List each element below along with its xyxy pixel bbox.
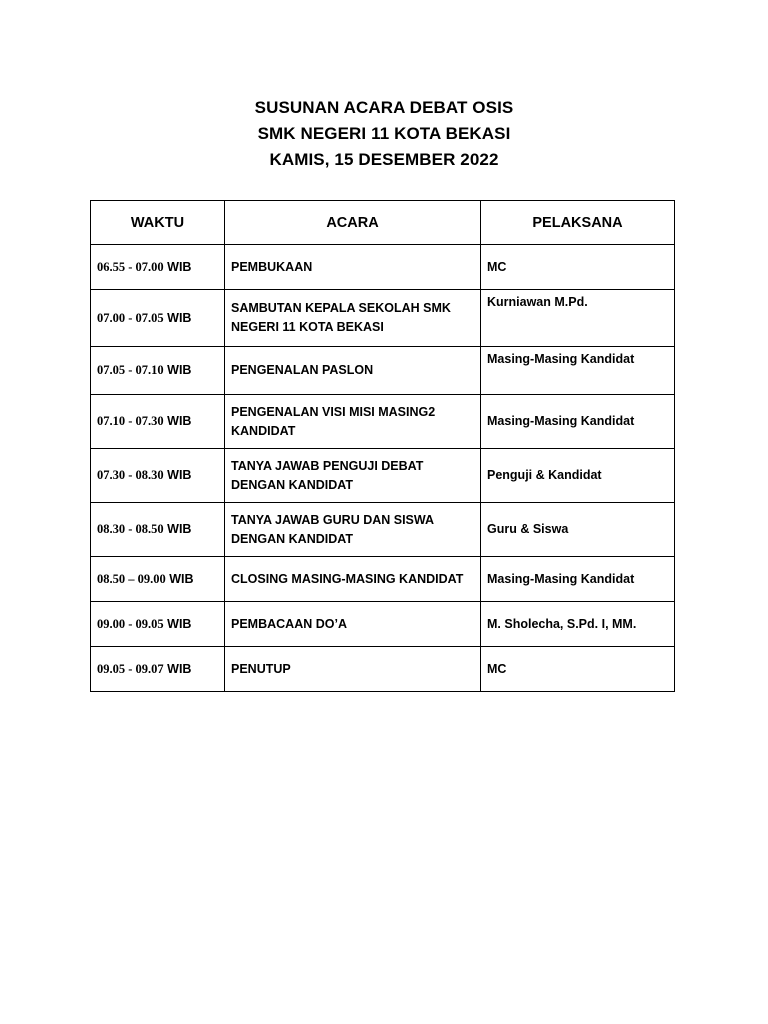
header-waktu: WAKTU	[91, 201, 225, 245]
cell-pelaksana: M. Sholecha, S.Pd. I, MM.	[481, 602, 675, 647]
document-title	[0, 95, 768, 173]
cell-pelaksana: Masing-Masing Kandidat	[481, 347, 675, 395]
cell-acara: TANYA JAWAB PENGUJI DEBAT DENGAN KANDIDAT	[225, 449, 481, 503]
table-row	[91, 647, 675, 692]
cell-waktu	[91, 347, 225, 395]
title-line-date: KAMIS, 15 DESEMBER 2022	[269, 150, 499, 169]
table-row	[91, 449, 675, 503]
table-row	[91, 395, 675, 449]
time-range: 08.30 - 08.50	[97, 522, 164, 536]
time-range: 07.05 - 07.10	[97, 363, 164, 377]
cell-acara: PENGENALAN PASLON	[225, 347, 481, 395]
time-range: 06.55 - 07.00	[97, 259, 164, 274]
time-range: 08.50 – 09.00	[97, 571, 166, 586]
cell-pelaksana: Kurniawan M.Pd.	[481, 290, 675, 347]
cell-waktu	[91, 449, 225, 503]
cell-acara: PEMBACAAN DO’A	[225, 602, 481, 647]
time-zone: WIB	[163, 522, 192, 536]
cell-waktu	[91, 647, 225, 692]
cell-pelaksana: Masing-Masing Kandidat	[481, 395, 675, 449]
time-range: 09.00 - 09.05	[97, 616, 164, 631]
cell-waktu	[91, 557, 225, 602]
cell-pelaksana: Penguji & Kandidat	[481, 449, 675, 503]
cell-waktu	[91, 290, 225, 347]
cell-pelaksana: MC	[481, 245, 675, 290]
time-zone: WIB	[163, 661, 192, 676]
time-zone: WIB	[163, 616, 192, 631]
schedule-table	[90, 200, 675, 692]
table-header-row	[91, 201, 675, 245]
cell-acara: CLOSING MASING-MASING KANDIDAT	[225, 557, 481, 602]
time-zone: WIB	[163, 414, 192, 428]
time-range: 07.30 - 08.30	[97, 468, 164, 482]
table-row	[91, 602, 675, 647]
table-row	[91, 503, 675, 557]
table-row	[91, 290, 675, 347]
time-zone: WIB	[163, 310, 192, 325]
time-zone: WIB	[163, 468, 192, 482]
time-range: 09.05 - 09.07	[97, 661, 164, 676]
time-zone: WIB	[163, 363, 192, 377]
cell-waktu	[91, 395, 225, 449]
cell-pelaksana: MC	[481, 647, 675, 692]
cell-pelaksana: Guru & Siswa	[481, 503, 675, 557]
table-row	[91, 557, 675, 602]
cell-waktu	[91, 245, 225, 290]
cell-acara: PENGENALAN VISI MISI MASING2 KANDIDAT	[225, 395, 481, 449]
title-line-event: SUSUNAN ACARA DEBAT OSIS	[254, 98, 514, 117]
title-line-school: SMK NEGERI 11 KOTA BEKASI	[257, 124, 511, 143]
cell-acara: PEMBUKAAN	[225, 245, 481, 290]
time-zone: WIB	[163, 259, 192, 274]
time-zone: WIB	[165, 571, 194, 586]
cell-waktu	[91, 503, 225, 557]
cell-pelaksana: Masing-Masing Kandidat	[481, 557, 675, 602]
table-row	[91, 347, 675, 395]
time-range: 07.10 - 07.30	[97, 414, 164, 428]
cell-waktu	[91, 602, 225, 647]
table-row	[91, 245, 675, 290]
cell-acara: SAMBUTAN KEPALA SEKOLAH SMK NEGERI 11 KOTA BEKASI	[225, 290, 481, 347]
header-pelaksana: PELAKSANA	[481, 201, 675, 245]
time-range: 07.00 - 07.05	[97, 310, 164, 325]
header-acara: ACARA	[225, 201, 481, 245]
cell-acara: PENUTUP	[225, 647, 481, 692]
cell-acara: TANYA JAWAB GURU DAN SISWA DENGAN KANDIDAT	[225, 503, 481, 557]
